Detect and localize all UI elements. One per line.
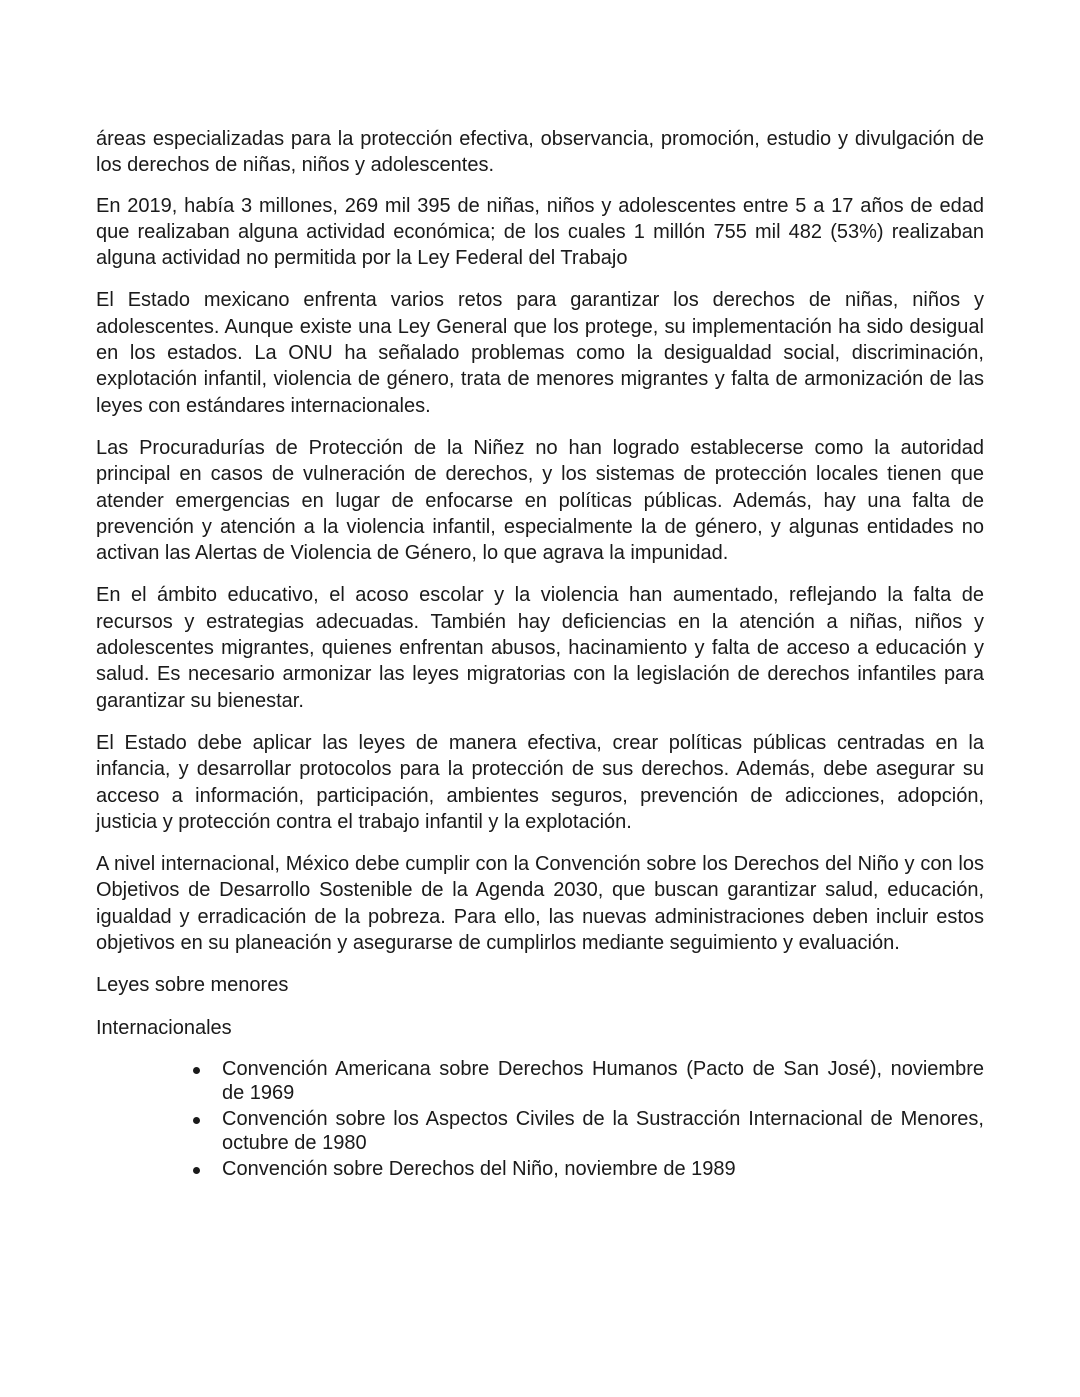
list-item-text: Convención Americana sobre Derechos Humanos (Pacto de San José), noviembre de 1969: [222, 1057, 984, 1105]
bullet-icon: [193, 1117, 200, 1124]
list-item-text: Convención sobre los Aspectos Civiles de la Sustracción Internacional de Menores, octubre de 1980: [222, 1107, 984, 1155]
section-title: Leyes sobre menores: [96, 974, 289, 997]
bullet-icon: [193, 1167, 200, 1174]
bullet-icon: [193, 1067, 200, 1074]
paragraph-aplicacion-leyes: El Estado debe aplicar las leyes de manera efectiva, crear políticas públicas centradas en la infancia, y desarrollar protocolos para la protección de sus derechos. Además, debe asegurar su acceso a información, participación, ambientes seguros, prevención de adicciones, adopción, justicia y protección contra el trabajo infantil y la explotación.: [96, 731, 984, 833]
paragraph-procuradurias: Las Procuradurías de Protección de la Niñez no han logrado establecerse como la autoridad principal en casos de vulneración de derechos, y los sistemas de protección locales tienen que atender emergencias en lugar de enfocarse en políticas públicas. Además, hay una falta de prevención y atención a la violencia infantil, especialmente la de género, y algunas entidades no activan las Alertas de Violencia de Género, lo que agrava la impunidad.: [96, 436, 984, 565]
list-item: [222, 1107, 984, 1156]
list-item: [222, 1157, 984, 1182]
list-item: [222, 1057, 984, 1106]
paragraph-nivel-internacional: A nivel internacional, México debe cumplir con la Convención sobre los Derechos del Niño y con los Objetivos de Desarrollo Sostenible de la Agenda 2030, que buscan garantizar salud, educación, igualdad y erradicación de la pobreza. Para ello, las nuevas administraciones deben incluir estos objetivos en su planeación y asegurarse de cumplirlos mediante seguimiento y evaluación.: [96, 853, 984, 955]
paragraph-areas-especializadas: áreas especializadas para la protección efectiva, observancia, promoción, estudio y divulgación de los derechos de niñas, niños y adolescentes.: [96, 128, 984, 177]
international-laws-list: [96, 1057, 984, 1182]
paragraph-retos-estado: El Estado mexicano enfrenta varios retos para garantizar los derechos de niñas, niños y adolescentes. Aunque existe una Ley General que los protege, su implementación ha sido desigual en los estados. La ONU ha señalado problemas como la desigualdad social, discriminación, explotación infantil, violencia de género, trata de menores migrantes y falta de armonización de las leyes con estándares internacionales.: [96, 289, 984, 417]
document-page: [96, 126, 984, 1182]
subsection-title: Internacionales: [96, 1016, 232, 1039]
paragraph-estadistica-2019: En 2019, había 3 millones, 269 mil 395 de niñas, niños y adolescentes entre 5 a 17 años de edad que realizaban alguna actividad económica; de los cuales 1 millón 755 mil 482 (53%) realizaban alguna actividad no permitida por la Ley Federal del Trabajo: [96, 194, 984, 270]
list-item-text: Convención sobre Derechos del Niño, noviembre de 1989: [222, 1157, 736, 1180]
paragraph-ambito-educativo: En el ámbito educativo, el acoso escolar y la violencia han aumentado, reflejando la falta de recursos y estrategias adecuadas. También hay deficiencias en la atención a niñas, niños y adolescentes migrantes, quienes enfrentan abusos, hacinamiento y falta de acceso a educación y salud. Es necesario armonizar las leyes migratorias con la legislación de derechos infantiles para garantizar su bienestar.: [96, 584, 984, 712]
